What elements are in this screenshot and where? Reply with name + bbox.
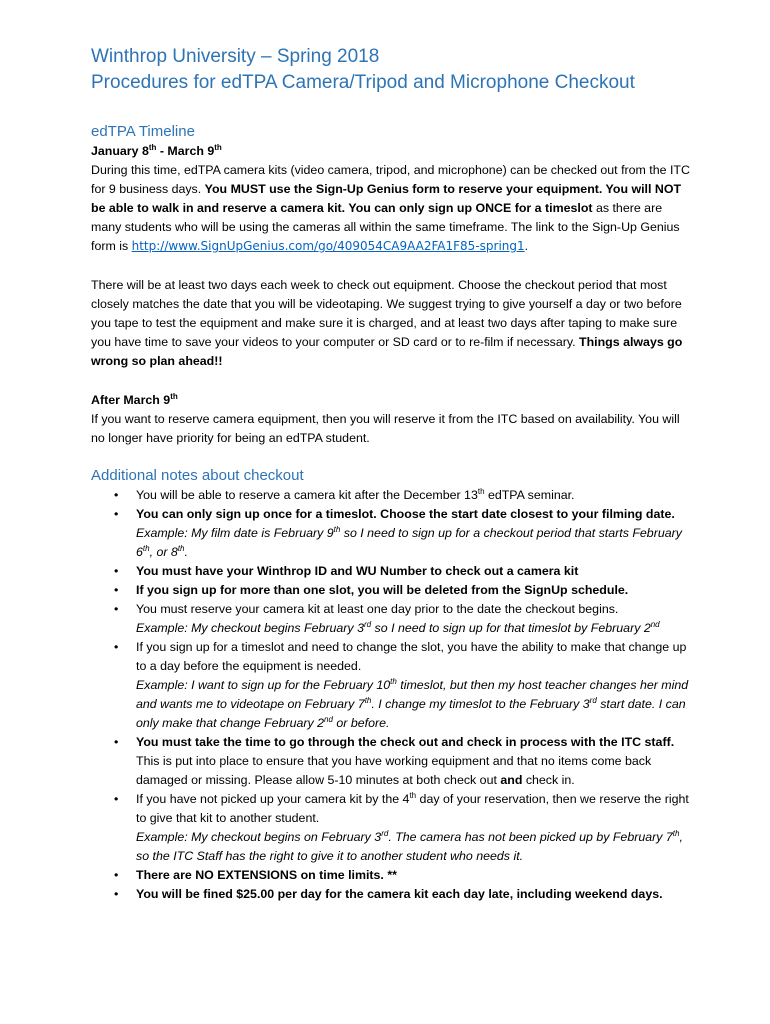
timeline-paragraph-2: There will be at least two days each week to check out equipment. Choose the checkout period that most closely matches the date that you will be videotaping. We suggest trying to give yourself a day or two before you tape to test the equipment and make sure it is charged, and at least two days after taping to make sure you have time to save your videos to your computer or SD card or to re-film if necessary. Things always go wrong so plan ahead!! (91, 278, 683, 368)
list-item: • You must have your Winthrop ID and WU Number to check out a camera kit (91, 562, 691, 581)
notes-heading: Additional notes about checkout (91, 467, 304, 484)
timeline-paragraph-1: During this time, edTPA camera kits (video camera, tripod, and microphone) can be checked out from the ITC for 9 business days. You MUST use the Sign-Up Genius form to reserve your equipment. You will NOT be able to walk in and reserve a camera kit. You can only sign up ONCE for a timeslot as there are many students who will be using the cameras all within the same timeframe. The link to the Sign-Up Genius form is http://www.SignUpGenius.com/go/409054CA9AA2FA1F85-spring1. (91, 163, 690, 253)
list-item: • You must reserve your camera kit at least one day prior to the date the checkout begins. Example: My checkout begins February 3rd so I need to sign up for that timeslot by February 2nd (91, 600, 691, 638)
list-item: • If you have not picked up your camera kit by the 4th day of your reservation, then we reserve the right to give that kit to another student. Example: My checkout begins on February 3rd. The camera has not been picked up by February 7th, so the ITC Staff has the right to give it to another student who needs it. (91, 790, 691, 866)
list-item: • You will be fined $25.00 per day for the camera kit each day late, including weekend days. (91, 885, 691, 904)
list-item: • If you sign up for more than one slot, you will be deleted from the SignUp schedule. (91, 581, 691, 600)
timeline-period-heading: January 8th - March 9th (91, 142, 222, 158)
after-period-heading: After March 9th (91, 391, 178, 407)
list-item: • If you sign up for a timeslot and need to change the slot, you have the ability to make that change up to a day before the equipment is needed. Example: I want to sign up for the February 10th timeslot, but then my host teacher changes her mind and wants me to videotape on February 7th. I change my timeslot to the February 3rd start date. I can only make that change February 2nd or before. (91, 638, 691, 733)
signup-genius-link[interactable]: http://www.SignUpGenius.com/go/409054CA9AA2FA1F85-spring1 (131, 239, 525, 253)
list-item: • You can only sign up once for a timeslot. Choose the start date closest to your filming date. Example: My film date is February 9th so I need to sign up for a checkout period that starts February 6th, or 8th. (91, 505, 691, 562)
notes-list (91, 486, 691, 904)
list-item: • There are NO EXTENSIONS on time limits. ** (91, 866, 691, 885)
title-line-2: Procedures for edTPA Camera/Tripod and Microphone Checkout (91, 72, 635, 93)
document-title (91, 44, 691, 96)
after-period-text: If you want to reserve camera equipment, then you will reserve it from the ITC based on availability. You will no longer have priority for being an edTPA student. (91, 412, 680, 445)
list-item: • You will be able to reserve a camera kit after the December 13th edTPA seminar. (91, 486, 691, 505)
list-item: • You must take the time to go through the check out and check in process with the ITC staff. This is put into place to ensure that you have working equipment and that no items come back damaged or missing. Please allow 5-10 minutes at both check out and check in. (91, 733, 691, 790)
document-page (91, 44, 691, 904)
title-line-1: Winthrop University – Spring 2018 (91, 46, 380, 67)
timeline-heading: edTPA Timeline (91, 123, 195, 140)
